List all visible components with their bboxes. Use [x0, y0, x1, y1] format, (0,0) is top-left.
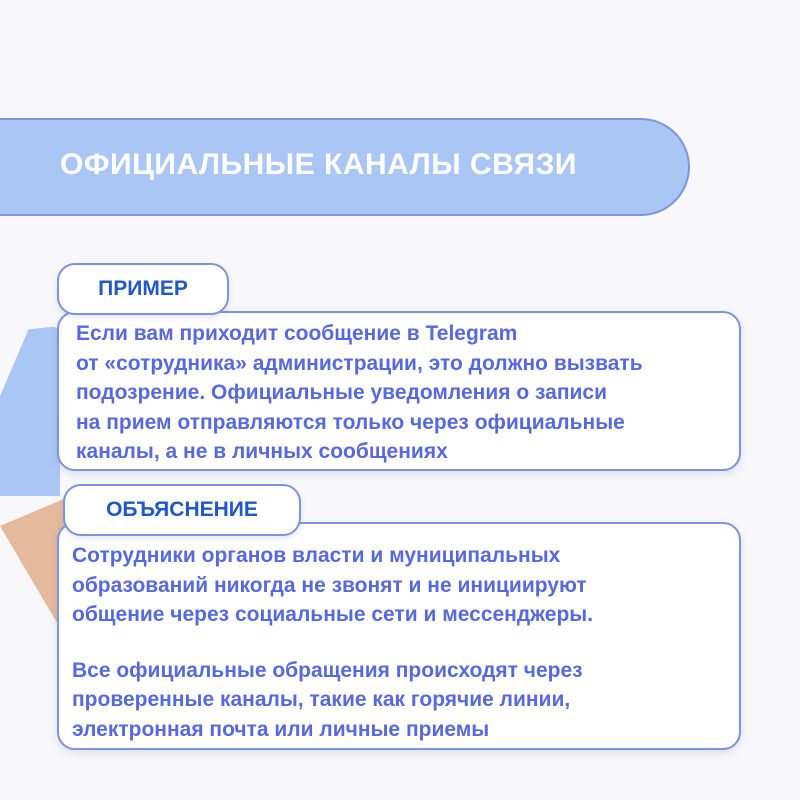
example-line: Если вам приходит сообщение в Telegram [76, 322, 518, 345]
explanation-text [72, 541, 593, 744]
example-text [76, 319, 643, 467]
explanation-line: образований никогда не звонят и не инициируют [72, 573, 587, 597]
example-line: каналы, а не в личных сообщениях [76, 440, 448, 463]
example-label: ПРИМЕР [57, 263, 229, 315]
example-line: на прием отправляются только через официальные [76, 410, 625, 434]
explanation-label: ОБЪЯСНЕНИЕ [63, 484, 301, 536]
example-card [57, 311, 741, 471]
decorative-blue-shape [0, 326, 60, 496]
example-line: подозрение. Официальные уведомления о записи [76, 381, 608, 404]
page-title: ОФИЦИАЛЬНЫЕ КАНАЛЫ СВЯЗИ [60, 148, 577, 181]
paragraph-gap [72, 630, 593, 656]
explanation-line: электронная почта или личные приемы [72, 717, 490, 741]
example-line: от «сотрудника» администрации, это должно вызвать [76, 351, 643, 375]
explanation-card [57, 522, 741, 750]
explanation-line: Все официальные обращения происходят через [72, 658, 583, 682]
explanation-line: проверенные каналы, такие как горячие линии, [72, 688, 571, 711]
explanation-line: общение через социальные сети и мессенджеры. [72, 603, 594, 626]
explanation-line: Сотрудники органов власти и муниципальных [72, 544, 561, 567]
